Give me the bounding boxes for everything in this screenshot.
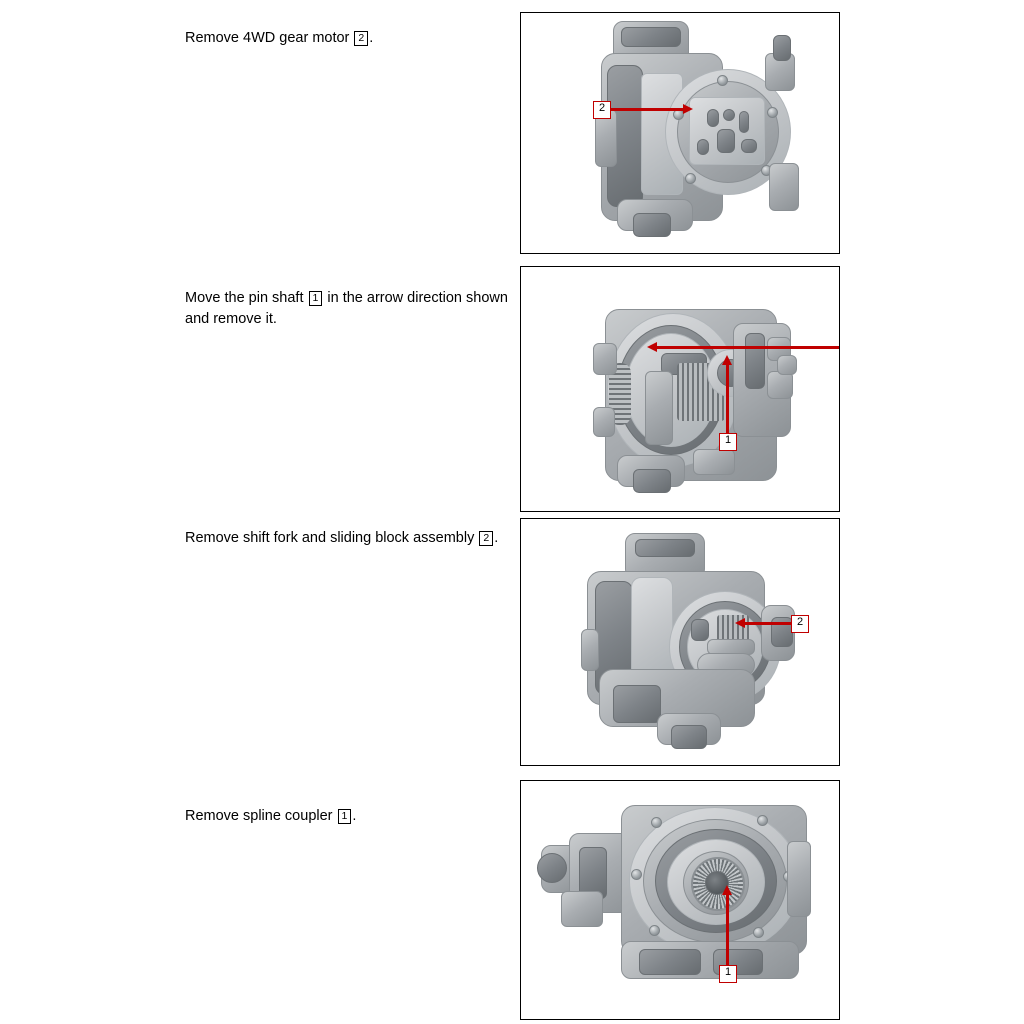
step-1-reference-badge: 2: [354, 31, 368, 46]
step-4-text: [185, 806, 510, 827]
figure-1-arrow: [611, 108, 685, 111]
figure-2-arrow-horizontal: [657, 346, 839, 349]
callout-label: 2: [598, 102, 606, 114]
figure-4-arrowhead: [722, 885, 732, 895]
step-2-text: [185, 288, 510, 330]
step-2-reference-badge: 1: [309, 291, 323, 306]
step-1-text-after: .: [369, 30, 374, 46]
step-4-text-after: .: [352, 808, 357, 824]
figure-4-spline-coupler: [520, 780, 840, 1020]
callout-label: 1: [724, 966, 732, 978]
step-2-text-before: Move the pin shaft: [185, 290, 308, 306]
step-3-text-after: .: [494, 530, 499, 546]
figure-3-shift-fork-sliding-block: [520, 518, 840, 766]
figure-1-4wd-gear-motor: [520, 12, 840, 254]
figure-3-arrow: [745, 622, 791, 625]
figure-3-callout-2: [791, 615, 809, 633]
figure-2-pin-shaft: [520, 266, 840, 512]
figure-1-callout-2: [593, 101, 611, 119]
step-3-text-before: Remove shift fork and sliding block assembly: [185, 530, 479, 546]
figure-2-arrowhead-left: [647, 342, 657, 352]
figure-4-callout-1: [719, 965, 737, 983]
figure-1-arrowhead: [683, 104, 693, 114]
figure-3-arrowhead: [735, 618, 745, 628]
step-4-text-before: Remove spline coupler: [185, 808, 337, 824]
figure-2-arrowhead-up: [722, 355, 732, 365]
step-1-text-before: Remove 4WD gear motor: [185, 30, 354, 46]
step-1-text: [185, 28, 510, 49]
figure-2-arrow-vertical: [726, 365, 729, 437]
callout-label: 2: [796, 616, 804, 628]
step-2-text-after: in the arrow direction shown and remove it.: [185, 290, 508, 327]
step-3-text: [185, 528, 510, 549]
figure-4-arrow: [726, 895, 729, 969]
figure-2-callout-1: [719, 433, 737, 451]
step-4-reference-badge: 1: [338, 809, 352, 824]
callout-label: 1: [724, 434, 732, 446]
step-3-reference-badge: 2: [479, 531, 493, 546]
